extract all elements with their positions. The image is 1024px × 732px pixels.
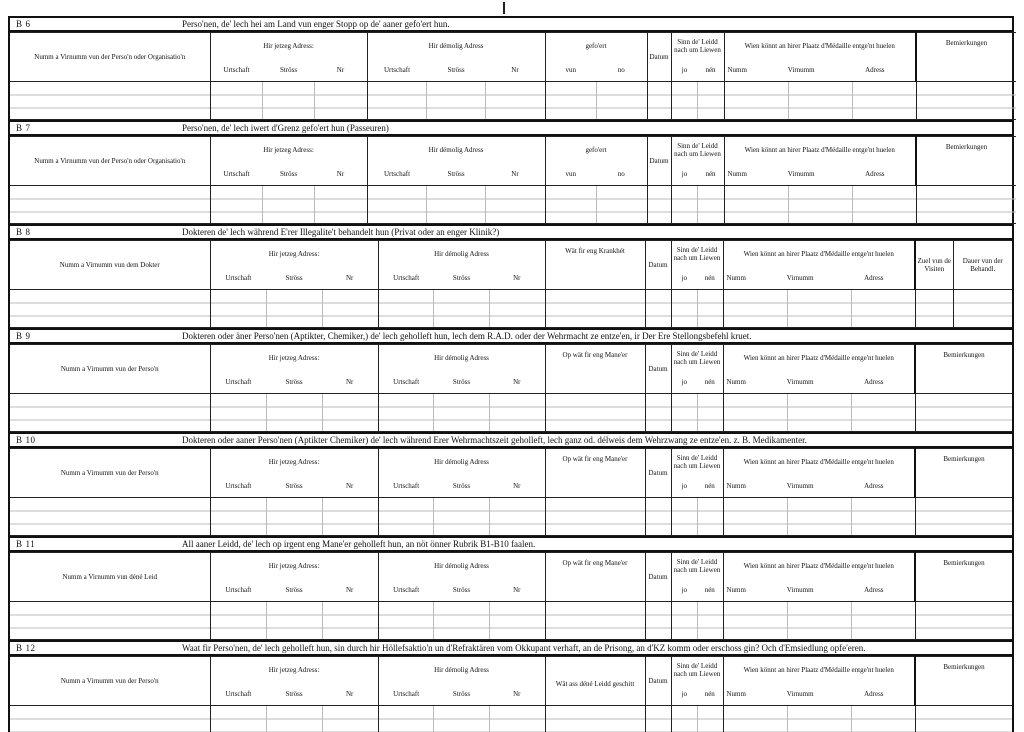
date-header: Datum <box>645 657 671 706</box>
address-sub-label: Adress <box>865 170 885 178</box>
current-address-header <box>210 137 367 186</box>
medal-entry[interactable] <box>723 706 915 732</box>
from-label: vun <box>565 170 576 178</box>
current-address-entry[interactable] <box>210 186 367 224</box>
section-title: Dokteren oder äner Perso'nen (Aptikter, Chemiker,) de' lech geholleft hun, lech dem R.A.D. oder der Wehrmacht ze entze'en, ir Der Ere Stellongsbefehl kruet. <box>182 331 752 341</box>
section-header <box>10 330 1012 344</box>
medal-recipient-header <box>724 137 916 186</box>
current-address-header <box>210 345 378 394</box>
remarks-entry[interactable] <box>916 82 1016 120</box>
alive-entry[interactable] <box>671 602 723 640</box>
alive-question-header <box>671 345 723 394</box>
table-header-row <box>10 449 1012 498</box>
table-header-row <box>10 137 1016 186</box>
surname-label: Numm <box>726 378 746 386</box>
locality-label: Urtschaft <box>225 274 252 282</box>
section-b9 <box>10 330 1012 434</box>
date-entry[interactable] <box>645 394 671 432</box>
section-title: Dokteren oder aaner Perso'nen (Aptikter Chemiker) de' lech während Erer Wehrmachtszeit geholleft, lech ganz od. délweis dem Wehrzwang ze entze'en. z. B. Medikamenter. <box>182 435 807 445</box>
locality-label: Urtschaft <box>225 690 252 698</box>
surname-label: Numm <box>726 690 746 698</box>
name-column-header: Numm a Virnumm vun der Perso'n <box>10 345 210 394</box>
name-entry[interactable] <box>10 82 210 120</box>
visits-header: Zuel vun de Visiten <box>915 241 953 290</box>
section-header <box>10 434 1012 448</box>
name-entry[interactable] <box>10 290 210 328</box>
date-entry[interactable] <box>645 706 671 732</box>
locality-label: Urtschaft <box>393 586 420 594</box>
table-row <box>10 706 1012 732</box>
alive-question-header <box>671 553 723 602</box>
section-header <box>10 226 1012 240</box>
section-header <box>10 18 1012 32</box>
medal-question-label: Wien könnt an hirer Plaatz d'Médaille entge'nt huelen <box>743 354 894 362</box>
medal-recipient-header <box>723 657 915 706</box>
address-label: Hir jetzeg Adress: <box>263 146 314 154</box>
alive-question-label: Sinn de' Leidd nach um Liewen <box>674 142 721 158</box>
former-address-entry[interactable] <box>367 82 545 120</box>
table-row <box>10 186 1016 224</box>
to-label: no <box>617 170 625 178</box>
section-header <box>10 538 1012 552</box>
medal-question-label: Wien könnt an hirer Plaatz d'Médaille entge'nt huelen <box>744 146 895 154</box>
number-label: Nr <box>345 378 354 386</box>
current-address-header <box>210 33 367 82</box>
number-label: Nr <box>511 170 519 178</box>
address-label: Hir démolig Adress <box>434 562 489 570</box>
name-entry[interactable] <box>10 498 210 536</box>
remarks-header: Bemierkungen <box>915 449 1012 498</box>
alive-question-label: Sinn de' Leidd nach um Liewen <box>673 662 721 678</box>
locality-label: Urtschaft <box>383 66 411 74</box>
former-address-header <box>378 657 545 706</box>
medal-entry[interactable] <box>724 186 916 224</box>
section-b12 <box>10 642 1012 732</box>
name-column-header: Numm a Virnumm vun der Perso'n oder Organisatio'n <box>10 137 210 186</box>
medal-entry[interactable] <box>723 498 915 536</box>
former-address-entry[interactable] <box>378 706 545 732</box>
street-label: Ströss <box>452 378 471 386</box>
section-id: B 6 <box>16 19 31 29</box>
former-address-header <box>378 449 545 498</box>
date-entry[interactable] <box>647 186 671 224</box>
number-label: Nr <box>336 170 345 178</box>
address-sub-label: Adress <box>864 274 884 282</box>
locality-label: Urtschaft <box>225 378 252 386</box>
firstname-label: Virnumm <box>786 690 814 698</box>
alive-question-header <box>671 137 724 186</box>
no-label: nén <box>704 274 715 282</box>
street-label: Ströss <box>285 690 303 698</box>
alive-question-label: Sinn de' Leidd nach um Liewen <box>673 246 721 262</box>
former-address-header <box>367 137 545 186</box>
locality-label: Urtschaft <box>225 586 252 594</box>
name-entry[interactable] <box>10 186 210 224</box>
table-row <box>10 498 1012 536</box>
name-column-header: Numm a Virnumm vun der Perso'n oder Organisatio'n <box>10 33 210 82</box>
table-header-row <box>10 657 1012 706</box>
address-label: Hir jetzeg Adress: <box>263 42 314 50</box>
remarks-entry[interactable] <box>915 706 1012 732</box>
method-header: Op wät fir eng Mane'er <box>545 345 645 394</box>
section-b7 <box>10 122 1012 226</box>
from-label: vun <box>565 66 576 74</box>
address-sub-label: Adress <box>864 586 884 594</box>
medal-question-label: Wien könnt an hirer Plaatz d'Médaille entge'nt huelen <box>743 250 894 258</box>
table-header-row <box>10 553 1012 602</box>
alive-question-label: Sinn de' Leidd nach um Liewen <box>673 454 721 470</box>
table-row <box>10 290 1012 328</box>
date-entry[interactable] <box>645 602 671 640</box>
illness-entry[interactable] <box>545 290 645 328</box>
duration-header: Dauer vun der Behandl. <box>953 241 1012 290</box>
former-address-header <box>367 33 545 82</box>
name-entry[interactable] <box>10 602 210 640</box>
table-row <box>10 602 1012 640</box>
remarks-entry[interactable] <box>915 602 1012 640</box>
street-label: Ströss <box>279 66 298 74</box>
number-label: Nr <box>345 274 354 282</box>
method-entry[interactable] <box>545 498 645 536</box>
section-header <box>10 642 1012 656</box>
locality-label: Urtschaft <box>383 170 411 178</box>
medal-question-label: Wien könnt an hirer Plaatz d'Médaille entge'nt huelen <box>744 42 895 50</box>
street-label: Ströss <box>285 482 303 490</box>
current-address-entry[interactable] <box>210 706 378 732</box>
remarks-entry[interactable] <box>915 394 1012 432</box>
alive-question-header <box>671 241 723 290</box>
date-header: Datum <box>645 241 671 290</box>
address-label: Hir démolig Adress <box>428 42 484 50</box>
locality-label: Urtschaft <box>223 66 250 74</box>
date-entry[interactable] <box>645 498 671 536</box>
what-happened-header: Wät ass déné Leidd geschitt <box>545 657 645 706</box>
medal-question-label: Wien könnt an hirer Plaatz d'Médaille entge'nt huelen <box>743 666 894 674</box>
number-label: Nr <box>513 690 521 698</box>
address-label: Hir démolig Adress <box>434 458 489 466</box>
visits-entry[interactable] <box>915 290 953 328</box>
date-header: Datum <box>647 137 671 186</box>
locality-label: Urtschaft <box>223 170 250 178</box>
section-table <box>10 448 1012 536</box>
medal-question-label: Wien könnt an hirer Plaatz d'Médaille entge'nt huelen <box>743 562 894 570</box>
street-label: Ströss <box>285 274 303 282</box>
street-label: Ströss <box>452 586 471 594</box>
yes-label: jo <box>681 586 687 594</box>
firstname-label: Virnumm <box>786 274 814 282</box>
address-label: Hir démolig Adress <box>434 250 489 258</box>
locality-label: Urtschaft <box>225 482 252 490</box>
current-address-entry[interactable] <box>210 394 378 432</box>
number-label: Nr <box>345 586 354 594</box>
section-title: Perso'nen, de' lech iwert d'Grenz gefo'ert hun (Passeuren) <box>182 123 389 133</box>
section-title: Perso'nen, de' lech hei am Land vun enger Stopp op de' aaner gefo'ert hun. <box>182 19 450 29</box>
section-id: B 9 <box>16 331 31 341</box>
street-label: Ströss <box>452 274 471 282</box>
surname-label: Numm <box>726 482 746 490</box>
yes-label: jo <box>681 66 688 74</box>
medal-recipient-header <box>723 345 915 394</box>
yes-label: jo <box>681 274 687 282</box>
former-address-entry[interactable] <box>367 186 545 224</box>
section-id: B 12 <box>16 643 36 653</box>
current-address-entry[interactable] <box>210 290 378 328</box>
street-label: Ströss <box>447 170 465 178</box>
address-sub-label: Adress <box>864 482 884 490</box>
former-address-entry[interactable] <box>378 602 545 640</box>
section-b6 <box>10 18 1012 122</box>
method-entry[interactable] <box>545 602 645 640</box>
alive-question-label: Sinn de' Leidd nach um Liewen <box>673 558 721 574</box>
name-entry[interactable] <box>10 706 210 732</box>
yes-label: jo <box>681 378 687 386</box>
method-entry[interactable] <box>545 394 645 432</box>
current-address-entry[interactable] <box>210 602 378 640</box>
medal-recipient-header <box>724 33 916 82</box>
no-label: nén <box>704 378 715 386</box>
firstname-label: Virnumm <box>787 170 815 178</box>
section-b11 <box>10 538 1012 642</box>
transported-label: gefo'ert <box>585 146 607 154</box>
illness-header: Wät fir eng Krankhét <box>545 241 645 290</box>
section-title: Waat fir Perso'nen, de' lech geholleft hun, sin durch hir Höllefsaktio'n un d'Refraktären vom Okkupant verhaft, an de Prisong, an d'KZ komm oder erschoss gin? Och d'Emsiedlung opfe'eren. <box>182 643 866 653</box>
former-address-header <box>378 241 545 290</box>
no-label: nén <box>704 482 715 490</box>
alive-question-label: Sinn de' Leidd nach um Liewen <box>674 38 721 54</box>
number-label: Nr <box>345 690 354 698</box>
address-label: Hir jetzeg Adress: <box>268 666 320 674</box>
street-label: Ströss <box>447 66 465 74</box>
former-address-header <box>378 553 545 602</box>
alive-entry[interactable] <box>671 394 723 432</box>
current-address-header <box>210 553 378 602</box>
former-address-header <box>378 345 545 394</box>
method-header: Op wät fir eng Mane'er <box>545 553 645 602</box>
no-label: nén <box>705 66 716 74</box>
no-label: nén <box>705 170 716 178</box>
section-table <box>10 552 1012 640</box>
former-address-entry[interactable] <box>378 498 545 536</box>
remarks-entry[interactable] <box>915 498 1012 536</box>
current-address-entry[interactable] <box>210 498 378 536</box>
alive-entry[interactable] <box>671 82 724 120</box>
former-address-entry[interactable] <box>378 394 545 432</box>
surname-label: Numm <box>727 170 747 178</box>
section-table <box>10 32 1016 120</box>
section-id: B 8 <box>16 227 31 237</box>
address-label: Hir jetzeg Adress: <box>268 250 320 258</box>
transport-entry[interactable] <box>545 82 647 120</box>
table-header-row <box>10 33 1016 82</box>
duration-entry[interactable] <box>953 290 1012 328</box>
method-header: Op wät fir eng Mane'er <box>545 449 645 498</box>
number-label: Nr <box>513 586 521 594</box>
alive-question-header <box>671 33 724 82</box>
no-label: nén <box>704 690 715 698</box>
medal-recipient-header <box>723 241 915 290</box>
transport-entry[interactable] <box>545 186 647 224</box>
section-title: All aaner Leidd, de' lech op irgent eng Mane'er geholleft hun, an nöt önner Rubrik B1-B10 faalen. <box>182 539 536 549</box>
page-top-mark <box>503 2 505 14</box>
date-entry[interactable] <box>645 290 671 328</box>
medal-entry[interactable] <box>723 394 915 432</box>
medal-entry[interactable] <box>723 602 915 640</box>
section-id: B 10 <box>16 435 36 445</box>
street-label: Ströss <box>452 690 471 698</box>
remarks-header: Bemierkungen <box>915 657 1012 706</box>
what-happened-entry[interactable] <box>545 706 645 732</box>
firstname-label: Virnumm <box>786 378 814 386</box>
alive-question-label: Sinn de' Leidd nach um Liewen <box>673 350 721 366</box>
locality-label: Urtschaft <box>393 378 420 386</box>
address-label: Hir jetzeg Adress: <box>268 458 320 466</box>
street-label: Ströss <box>285 586 303 594</box>
address-label: Hir jetzeg Adress: <box>268 562 320 570</box>
table-row <box>10 82 1016 120</box>
remarks-entry[interactable] <box>916 186 1016 224</box>
address-sub-label: Adress <box>864 690 884 698</box>
yes-label: jo <box>681 482 687 490</box>
name-entry[interactable] <box>10 394 210 432</box>
transported-header <box>545 137 647 186</box>
address-label: Hir démolig Adress <box>434 666 489 674</box>
address-label: Hir démolig Adress <box>428 146 484 154</box>
current-address-header <box>210 241 378 290</box>
remarks-header: Bemierkungen <box>915 345 1012 394</box>
current-address-header <box>210 657 378 706</box>
transported-header <box>545 33 647 82</box>
date-header: Datum <box>647 33 671 82</box>
name-column-header: Numm a Virnumm vun der Perso'n <box>10 449 210 498</box>
yes-label: jo <box>681 170 688 178</box>
number-label: Nr <box>345 482 354 490</box>
table-header-row <box>10 345 1012 394</box>
alive-question-header <box>671 449 723 498</box>
medal-entry[interactable] <box>724 82 916 120</box>
number-label: Nr <box>513 482 521 490</box>
locality-label: Urtschaft <box>393 274 420 282</box>
number-label: Nr <box>513 274 521 282</box>
surname-label: Numm <box>727 66 747 74</box>
current-address-entry[interactable] <box>210 82 367 120</box>
number-label: Nr <box>511 66 519 74</box>
current-address-header <box>210 449 378 498</box>
alive-entry[interactable] <box>671 706 723 732</box>
name-column-header: Numm a Virnumm vun dem Dokter <box>10 241 210 290</box>
section-header <box>10 122 1012 136</box>
section-table <box>10 656 1012 732</box>
address-label: Hir démolig Adress <box>434 354 489 362</box>
firstname-label: Virnumm <box>786 586 814 594</box>
date-entry[interactable] <box>647 82 671 120</box>
alive-entry[interactable] <box>671 498 723 536</box>
no-label: nén <box>704 586 715 594</box>
number-label: Nr <box>513 378 521 386</box>
medal-entry[interactable] <box>723 290 915 328</box>
firstname-label: Virnumm <box>787 66 815 74</box>
alive-entry[interactable] <box>671 186 724 224</box>
remarks-header: Bemierkungen <box>916 137 1016 186</box>
firstname-label: Virnumm <box>786 482 814 490</box>
alive-entry[interactable] <box>671 290 723 328</box>
section-title: Dokteren de' lech während E'rer Illegalite't behandelt hun (Privat oder an enger Klinik?) <box>182 227 500 237</box>
former-address-entry[interactable] <box>378 290 545 328</box>
number-label: Nr <box>336 66 345 74</box>
section-table <box>10 136 1016 224</box>
medal-question-label: Wien könnt an hirer Plaatz d'Médaille entge'nt huelen <box>743 458 894 466</box>
to-label: no <box>617 66 625 74</box>
street-label: Ströss <box>285 378 303 386</box>
surname-label: Numm <box>726 274 746 282</box>
section-table <box>10 344 1012 432</box>
address-label: Hir jetzeg Adress: <box>268 354 320 362</box>
date-header: Datum <box>645 345 671 394</box>
section-b8 <box>10 226 1012 330</box>
yes-label: jo <box>681 690 687 698</box>
remarks-header: Bemierkungen <box>915 553 1012 602</box>
locality-label: Urtschaft <box>393 690 420 698</box>
section-b10 <box>10 434 1012 538</box>
alive-question-header <box>671 657 723 706</box>
date-header: Datum <box>645 553 671 602</box>
table-row <box>10 394 1012 432</box>
street-label: Ströss <box>452 482 471 490</box>
transported-label: gefo'ert <box>585 42 607 50</box>
name-column-header: Numm a Virnumm vun der Perso'n <box>10 657 210 706</box>
section-id: B 7 <box>16 123 31 133</box>
address-sub-label: Adress <box>864 378 884 386</box>
section-table <box>10 240 1012 328</box>
surname-label: Numm <box>726 586 746 594</box>
table-header-row <box>10 241 1012 290</box>
medal-recipient-header <box>723 553 915 602</box>
remarks-header: Bemierkungen <box>916 33 1016 82</box>
medal-recipient-header <box>723 449 915 498</box>
address-sub-label: Adress <box>865 66 885 74</box>
date-header: Datum <box>645 449 671 498</box>
street-label: Ströss <box>279 170 298 178</box>
locality-label: Urtschaft <box>393 482 420 490</box>
name-column-header: Numm a Virnumm vun déné Leid <box>10 553 210 602</box>
form-sheet <box>8 16 1014 732</box>
section-id: B 11 <box>16 539 36 549</box>
